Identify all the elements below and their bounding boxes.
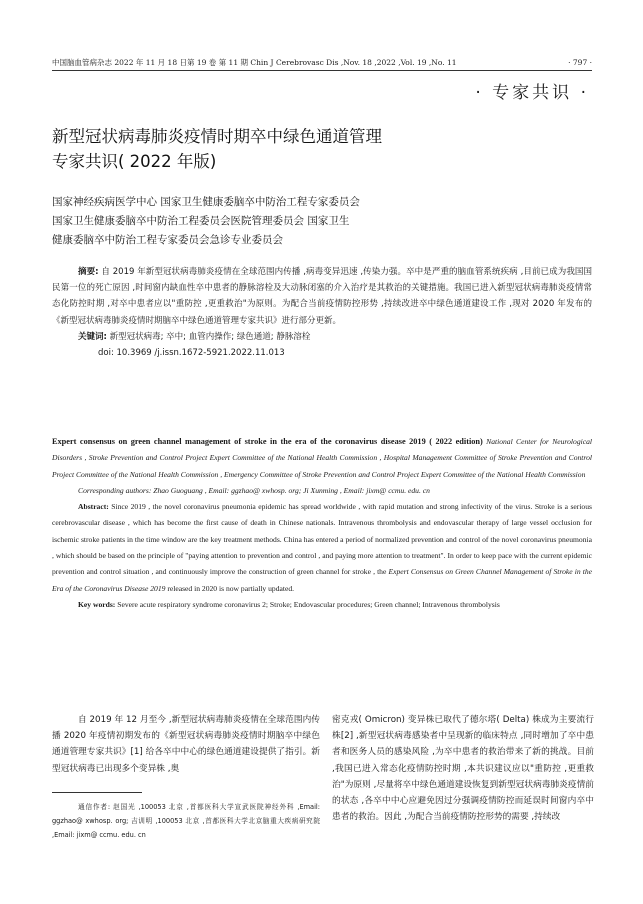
keywords-en: Severe acute respiratory syndrome coronavirus 2; Stroke; Endovascular procedures; Green channel; Intravenous thrombolysis: [117, 599, 500, 609]
running-head-citation: 中国脑血管病杂志 2022 年 11 月 18 日第 19 卷 第 11 期 Chin J Cerebrovasc Dis ,Nov. 18 ,2022 ,Vol. 19 ,No. 11: [52, 58, 457, 67]
abstract-en-italic: Expert Consensus on Green Channel Management of Stroke in the Era of the Coronavirus Disease 2019: [52, 567, 592, 593]
abstract-cn-text: 自 2019 年新型冠状病毒肺炎疫情在全球范围内传播 ,病毒变异迅速 ,传染力强。卒中是严重的脑血管系统疾病 ,目前已成为我国国民第一位的死亡原因 ,时间窗内缺血性卒中患者的静脉溶栓及大动脉闭塞的介入治疗是其救治的关键措施。我国已进入新型冠状病毒肺炎疫情常态化防控时期 ,对卒中患者应以"重防控 ,更重救治"为原则。为配合当前疫情防控形势 ,持续改进卒中绿色通道建设工作 ,现对 2020 年发布的《新型冠状病毒肺炎疫情时期脑卒中绿色通道管理专家共识》进行部分更新。: [52, 267, 592, 326]
body-paragraph-left: 自 2019 年 12 月至今 ,新型冠状病毒肺炎疫情在全球范围内传播 2020 年疫情初期发布的《新型冠状病毒肺炎疫情时期脑卒中绿色通道管理专家共识》[1] 给各卒中中心的绿色通道建设提供了指引。新型冠状病毒已出现多个变异株 ,奥: [52, 715, 320, 774]
affiliations-en: National Center for Neurological Disorders , Stroke Prevention and Control Project Expert Committee of the National Health Commission , Hospital Management Committee of Stroke Prevention and Control Project Committee of the National Health Commission , Emergency Committee of Stroke Prevention and Control Project Expert Committee of the National Health Commission: [52, 437, 592, 479]
section-label: · 专家共识 ·: [475, 83, 589, 103]
article-title-cn: [52, 124, 432, 174]
doi: doi: 10.3969 /j.issn.1672-5921.2022.11.013: [98, 348, 285, 359]
keywords-cn: 新型冠状病毒; 卒中; 血管内操作; 绿色通道; 静脉溶栓: [109, 331, 311, 342]
running-head: [52, 57, 592, 68]
keywords-cn-label: 关键词:: [78, 331, 107, 342]
body-column-left: [52, 712, 320, 777]
abstract-cn: [52, 264, 592, 361]
title-en: Expert consensus on green channel management of stroke in the era of the coronavirus disease 2019 ( 2022 edition): [52, 437, 483, 446]
footnote-text: 通信作者: 赵国光 ,100053 北京 ,首都医科大学宣武医院神经外科 ,Email: ggzhao@ xwhosp. org; 吉训明 ,100053 北京 ,首都医科大学北京脑重大疾病研究院 ,Email: jixm@ ccmu. edu. cn: [52, 803, 320, 839]
author-line-3: 健康委脑卒中防治工程专家委员会急诊专业委员会: [52, 234, 283, 246]
abstract-en: [52, 434, 592, 613]
abstract-en-label: Abstract:: [78, 502, 109, 512]
header-rule: [52, 70, 592, 71]
authors-cn: [52, 193, 412, 250]
page-number: · 797 ·: [568, 58, 592, 67]
author-line-1: 国家神经疾病医学中心 国家卫生健康委脑卒中防治工程专家委员会: [52, 196, 360, 208]
footnote-rule: [52, 792, 142, 793]
title-line-1: 新型冠状病毒肺炎疫情时期卒中绿色通道管理: [52, 127, 382, 146]
corresponding-authors: Corresponding authors: Zhao Guoguang , Email: ggzhao@ xwhosp. org; Ji Xunming , Email: jixm@ ccmu. edu. cn: [78, 485, 430, 495]
body-paragraph-right: 密克戎( Omicron) 变异株已取代了德尔塔( Delta) 株成为主要流行株[2] ,新型冠状病毒感染者中呈现新的临床特点 ,同时增加了卒中患者和医务人员的感染风险 ,为卒中患者的救治带来了新的挑战。目前 ,我国已进入常态化疫情防控时期 ,本共识建议应以"重防控 ,更重救治"为原则 ,尽量将卒中绿色通道建设恢复到新型冠状病毒肺炎疫情前的状态 ,各卒中中心应避免因过分强调疫情防控而延误时间窗内卒中患者的救治。因此 ,为配合当前疫情防控形势的需要 ,持续改: [332, 715, 594, 823]
title-line-2: 专家共识( 2022 年版): [52, 152, 217, 171]
correspondence-footnote: [52, 800, 320, 842]
abstract-cn-label: 摘要:: [78, 267, 99, 277]
body-column-right: [332, 712, 594, 825]
author-line-2: 国家卫生健康委脑卒中防治工程委员会医院管理委员会 国家卫生: [52, 215, 350, 227]
abstract-en-text: Since 2019 , the novel coronavirus pneumonia epidemic has spread worldwide , with rapid mutation and strong infectivity of the virus. Stroke is a serious cerebrovascular disease , which has become the first cause of death in Chinese nationals. Intravenous thrombolysis and endovascular therapy of large vessel occlusion for ischemic stroke patients in the time window are the key treatment methods. China has entered a period of normalized prevention and control of the novel coronavirus pneumonia , which should be based on the principle of "paying attention to prevention and control , and paying more attention to treatment". In order to keep pace with the current epidemic prevention and control situation , and continuously improve the construction of green channel for stroke , the: [52, 502, 592, 577]
abstract-en-tail: released in 2020 is now partially updated.: [165, 583, 295, 593]
keywords-en-label: Key words:: [78, 599, 116, 609]
